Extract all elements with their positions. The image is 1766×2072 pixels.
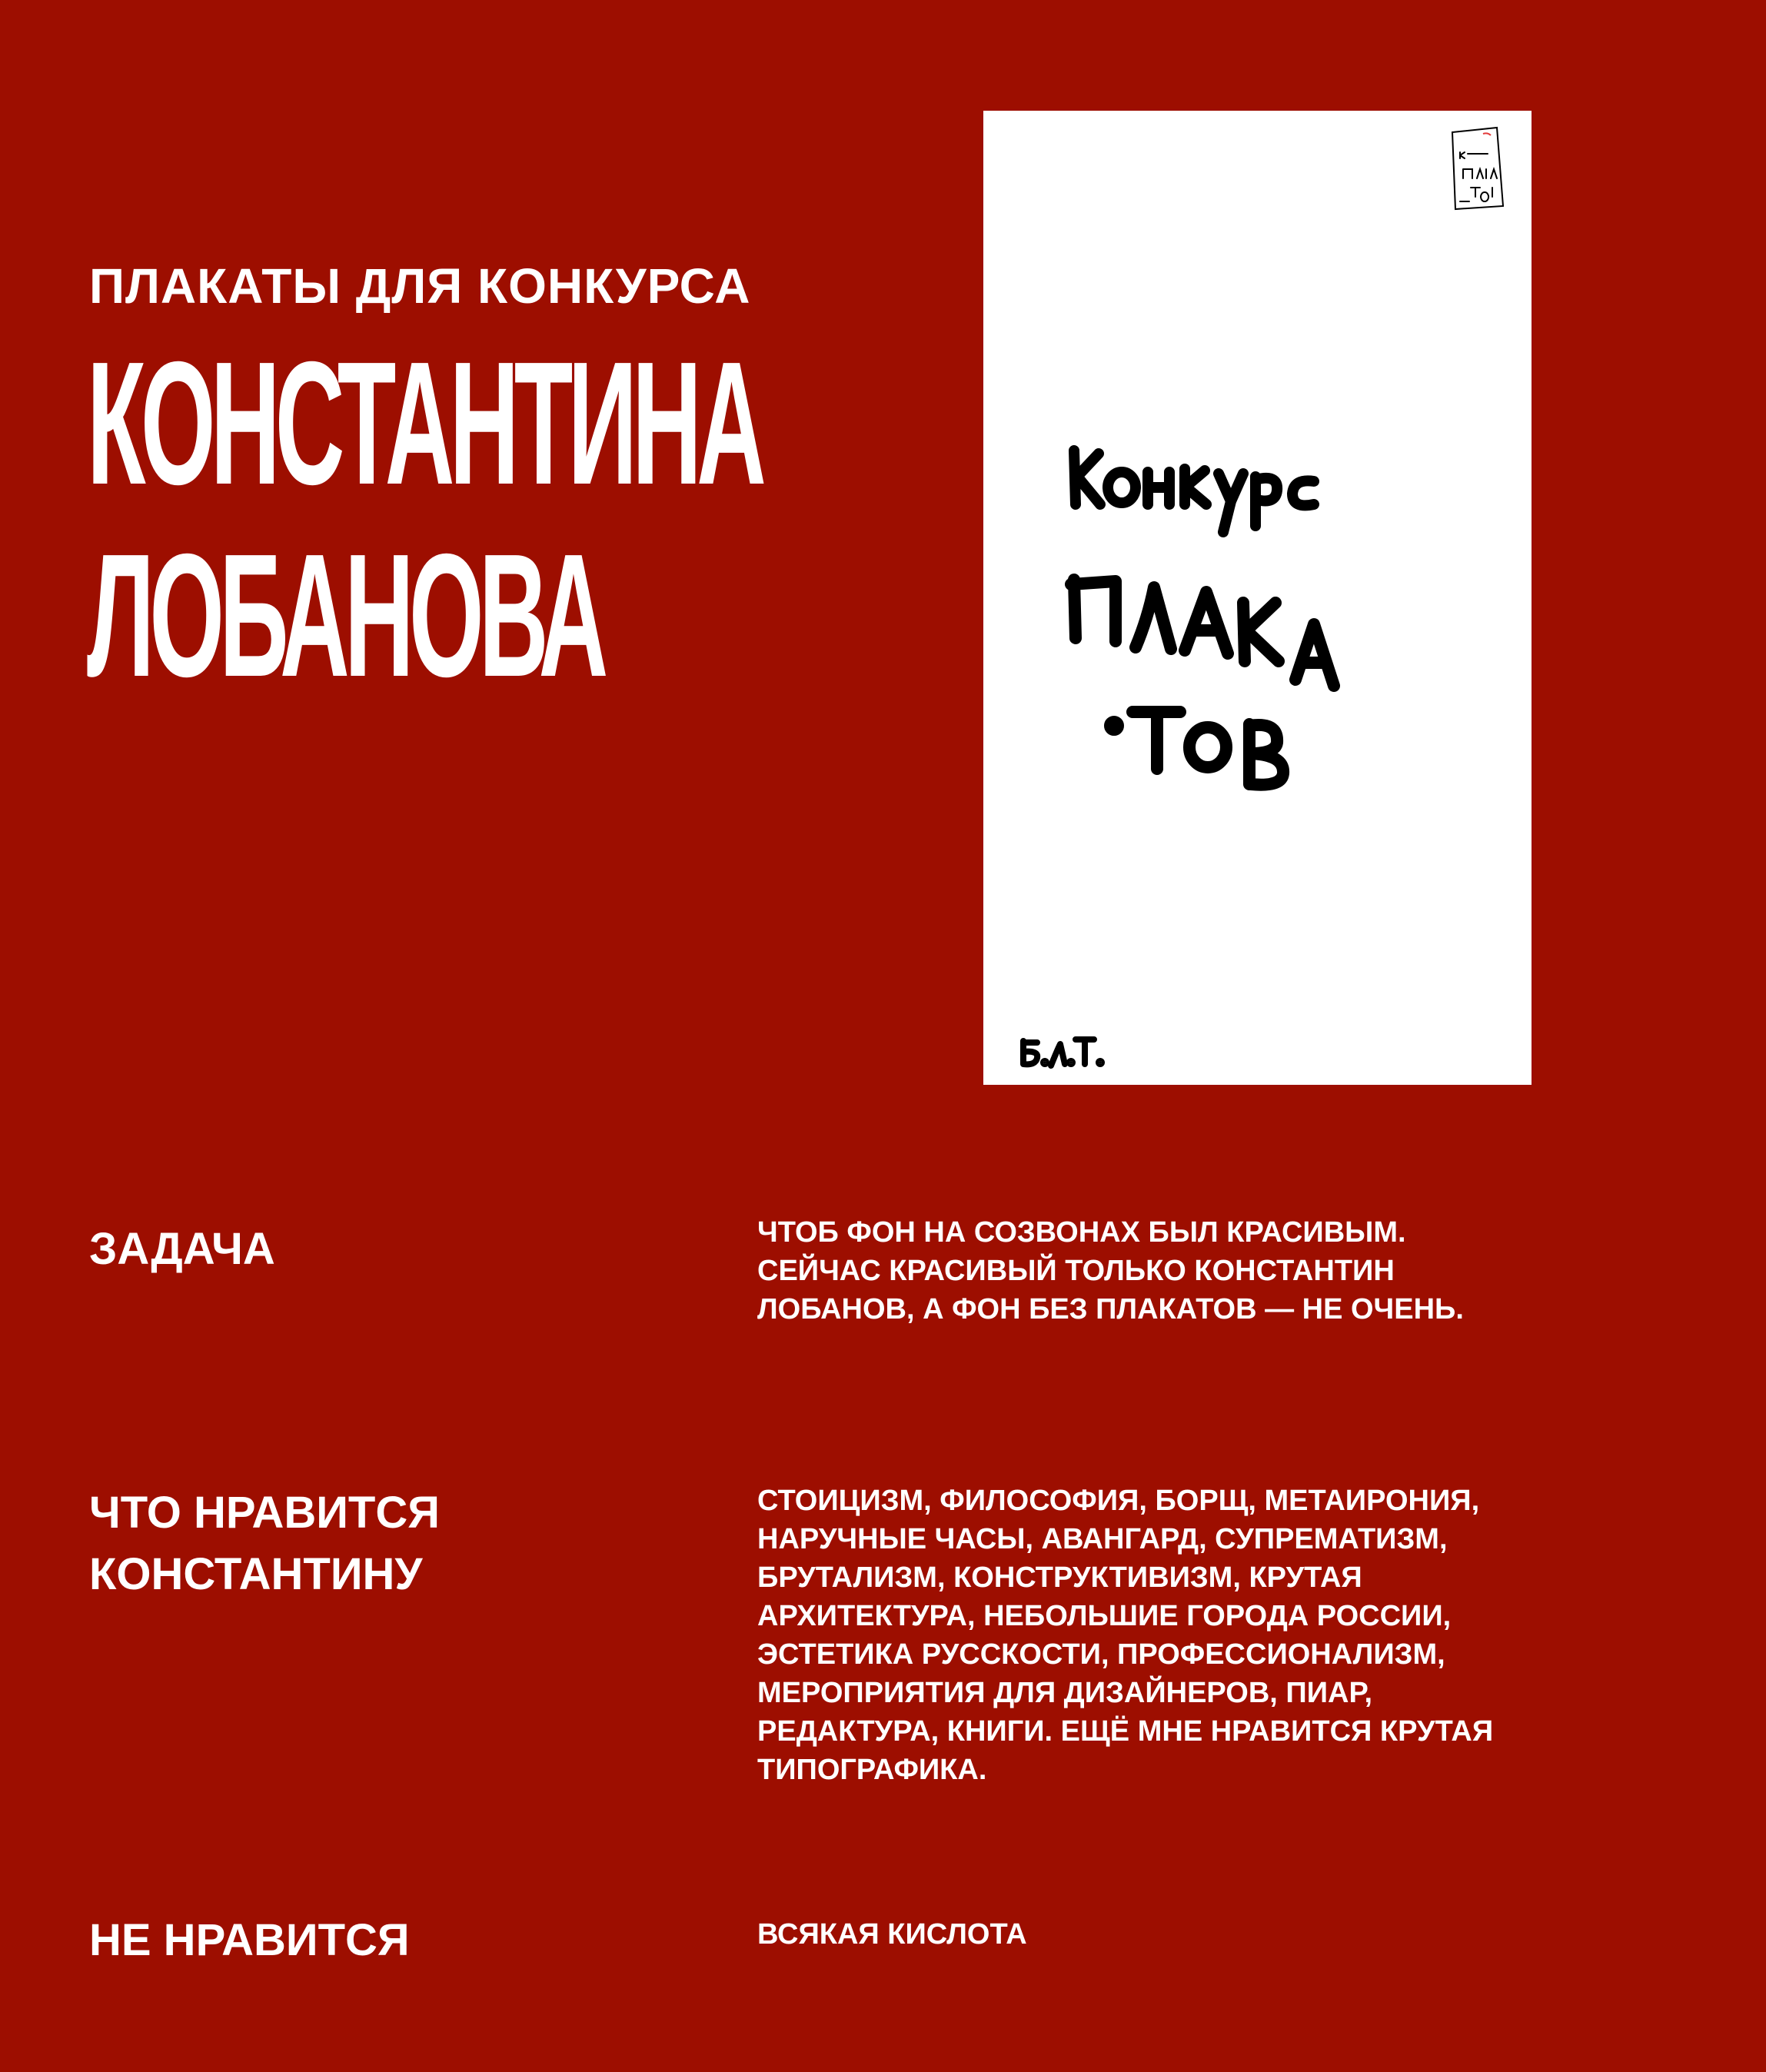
likes-description <box>757 1482 1493 1789</box>
likes-line: ЭСТЕТИКА РУССКОСТИ, ПРОФЕССИОНАЛИЗМ, <box>757 1638 1445 1671</box>
likes-line: БРУТАЛИЗМ, КОНСТРУКТИВИЗМ, КРУТАЯ <box>757 1561 1362 1594</box>
dislikes-description: ВСЯКАЯ КИСЛОТА <box>757 1918 1027 1951</box>
page-subtitle: ПЛАКАТЫ ДЛЯ КОНКУРСА <box>89 258 751 314</box>
likes-line: СТОИЦИЗМ, ФИЛОСОФИЯ, БОРЩ, МЕТАИРОНИЯ, <box>757 1485 1480 1517</box>
likes-line: МЕРОПРИЯТИЯ ДЛЯ ДИЗАЙНЕРОВ, ПИАР, <box>757 1677 1373 1709</box>
likes-line: АРХИТЕКТУРА, НЕБОЛЬШИЕ ГОРОДА РОССИИ, <box>757 1600 1452 1632</box>
likes-line: ТИПОГРАФИКА. <box>757 1754 987 1786</box>
poster-lettering-tov <box>1110 712 1283 785</box>
likes-label <box>89 1482 440 1605</box>
poster-illustration <box>983 111 1532 1085</box>
page-title-line-1: КОНСТАНТИНА <box>87 326 762 521</box>
page-title-line-2: ЛОБАНОВА <box>87 518 604 713</box>
task-description <box>757 1213 1464 1329</box>
poster-lettering-konkurs <box>1074 451 1314 532</box>
likes-label-line: ЧТО НРАВИТСЯ <box>89 1488 440 1538</box>
likes-line: РЕДАКТУРА, КНИГИ. ЕЩЁ МНЕ НРАВИТСЯ КРУТАЯ <box>757 1715 1494 1748</box>
task-line: СЕЙЧАС КРАСИВЫЙ ТОЛЬКО КОНСТАНТИН <box>757 1255 1395 1287</box>
mini-poster-icon <box>1452 128 1503 209</box>
dislikes-label: НЕ НРАВИТСЯ <box>89 1915 410 1965</box>
task-label: ЗАДАЧА <box>89 1224 275 1274</box>
likes-line: НАРУЧНЫЕ ЧАСЫ, АВАНГАРД, СУПРЕМАТИЗМ, <box>757 1523 1448 1555</box>
poster-lettering-plaka <box>1071 580 1334 686</box>
poster-signature <box>1023 1039 1102 1066</box>
likes-label-line: КОНСТАНТИНУ <box>89 1549 423 1599</box>
hand-drawn-poster-image <box>983 111 1532 1085</box>
task-line: ЛОБАНОВ, А ФОН БЕЗ ПЛАКАТОВ — НЕ ОЧЕНЬ. <box>757 1293 1464 1325</box>
page-title <box>87 326 762 713</box>
task-line: ЧТОБ ФОН НА СОЗВОНАХ БЫЛ КРАСИВЫМ. <box>757 1216 1406 1249</box>
